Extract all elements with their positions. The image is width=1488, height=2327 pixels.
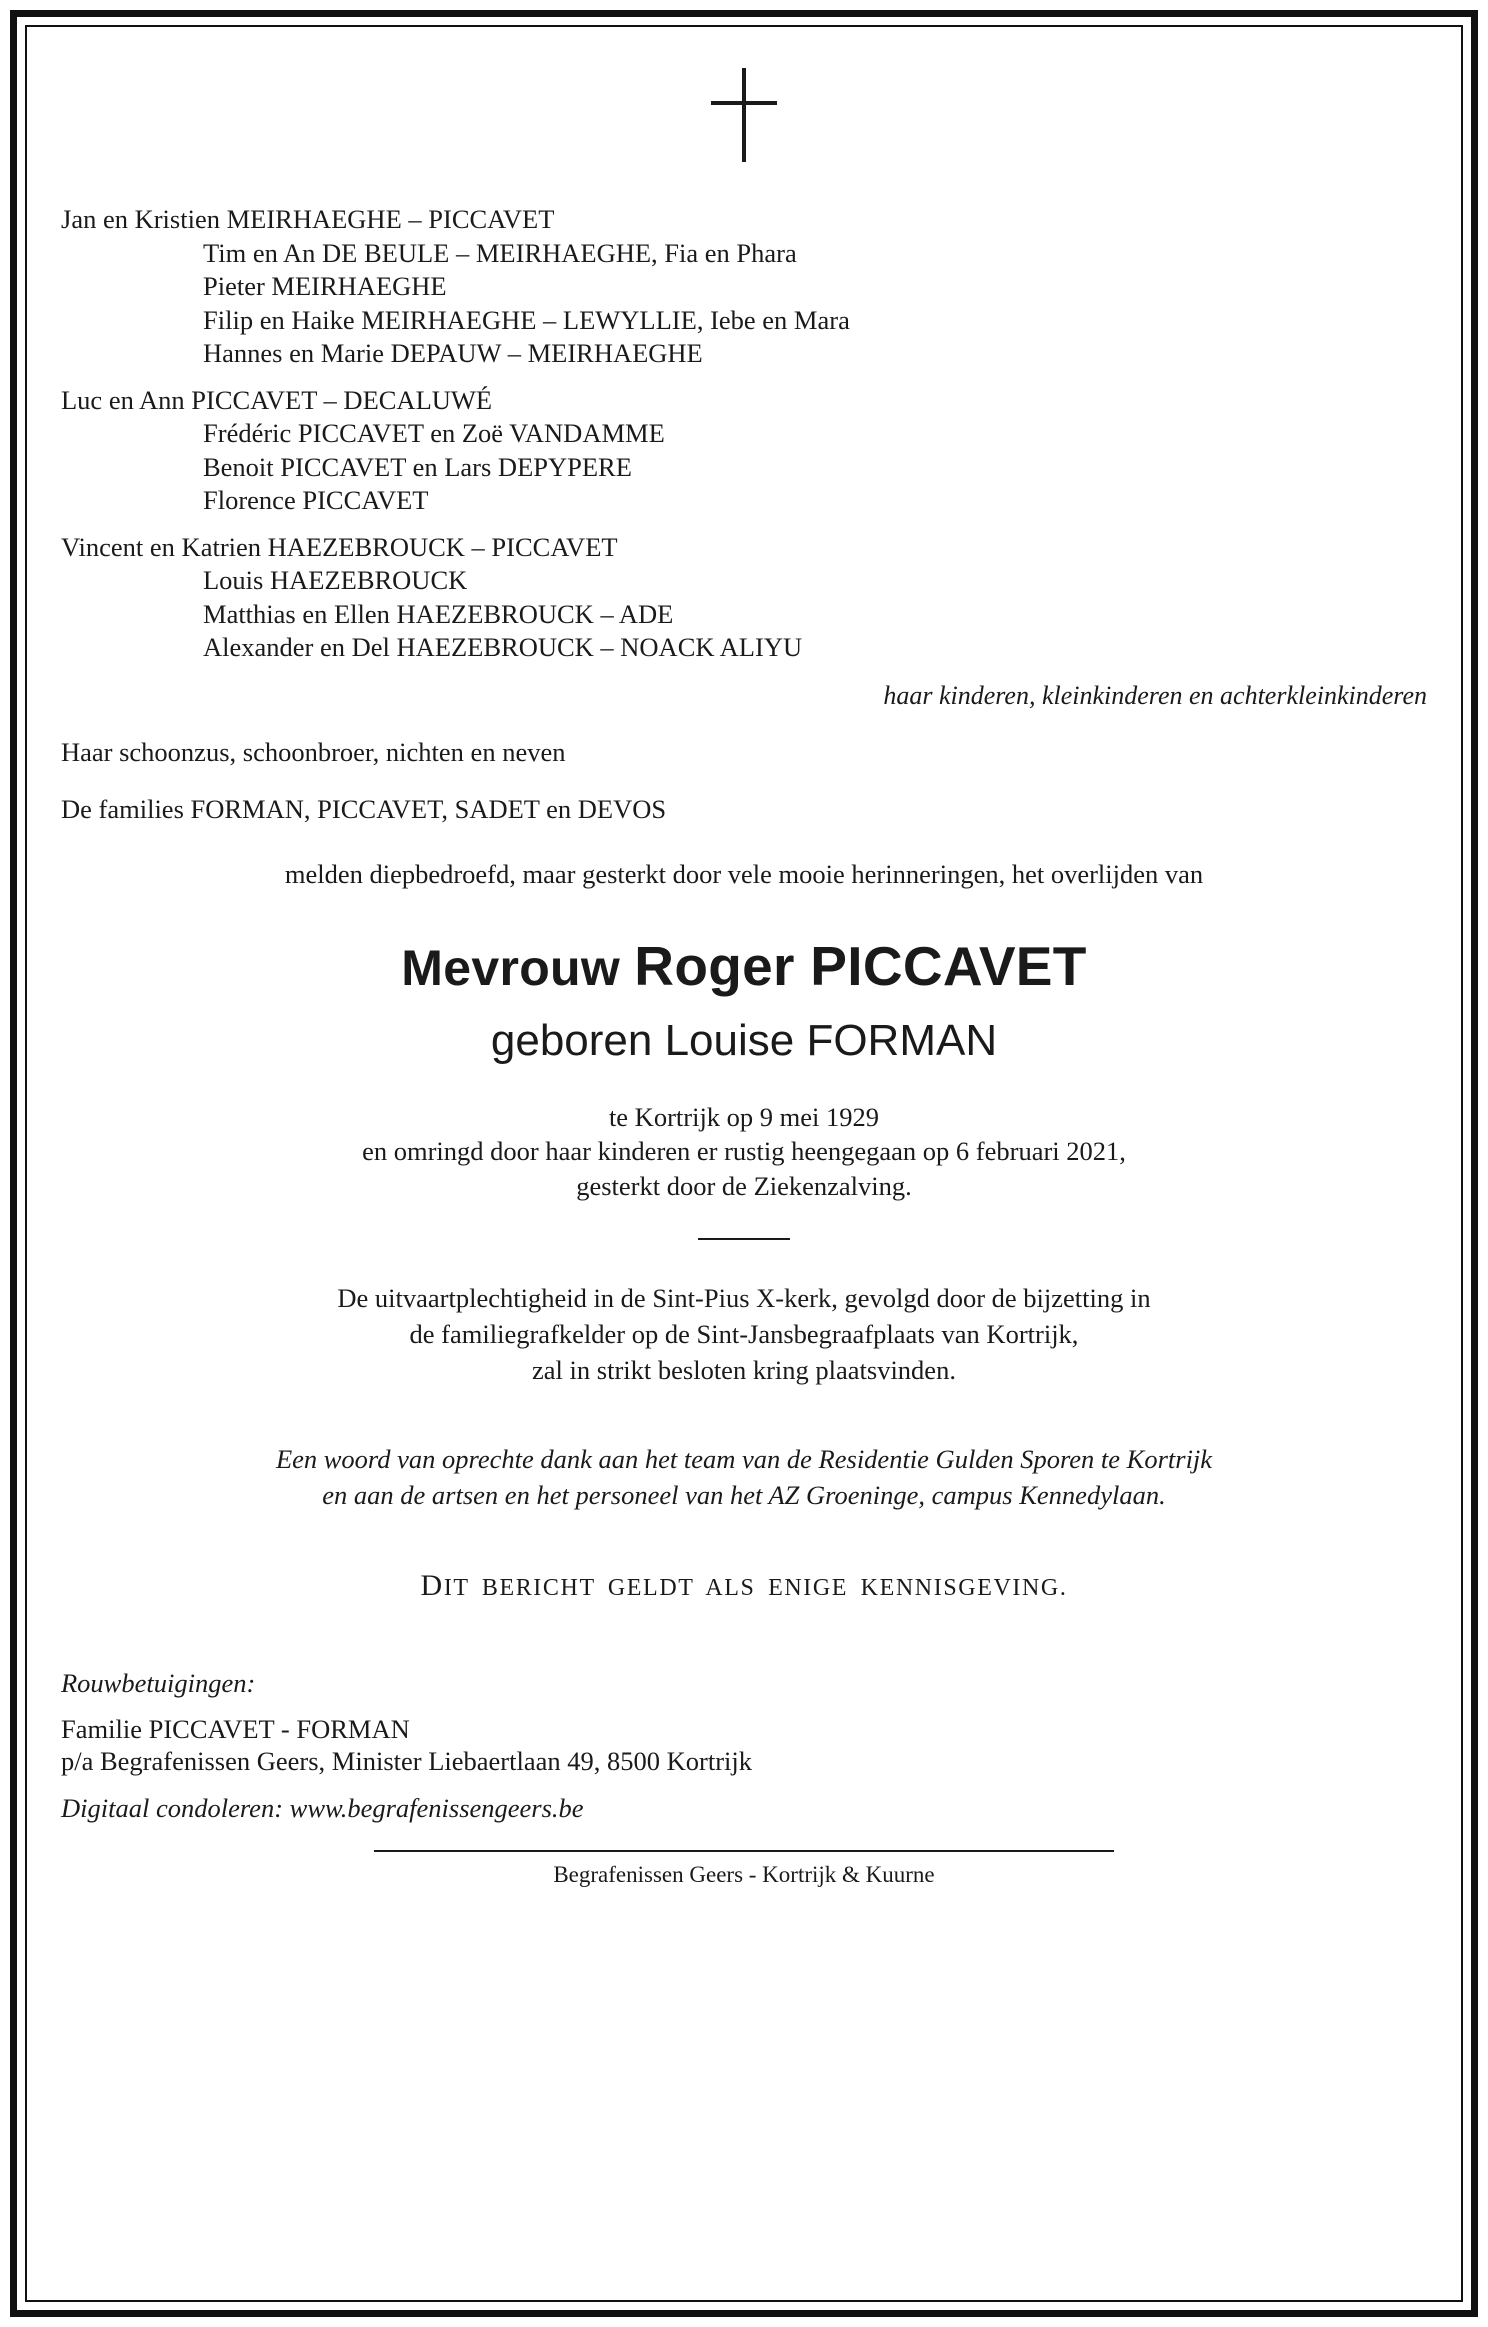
- title-prefix: Mevrouw: [401, 939, 621, 996]
- digital-condolences-line: Digitaal condoleren: www.begrafenissengeers.be: [61, 1792, 584, 1823]
- deceased-name: Roger PICCAVET: [634, 934, 1087, 997]
- deceased-maiden-name: geboren Louise FORMAN: [490, 1015, 998, 1065]
- condolences-block: [55, 1667, 1433, 1824]
- funeral-home-imprint: Begrafenissen Geers - Kortrijk & Kuurne: [553, 1861, 935, 1887]
- family-group: [55, 384, 1433, 515]
- page-content: [55, 40, 1433, 2287]
- family-children-list: [55, 567, 1433, 661]
- cross-horizontal-bar: [711, 101, 777, 105]
- ceremony-line: zal in strikt besloten kring plaatsvinden.: [532, 1355, 956, 1386]
- descendants-note: haar kinderen, kleinkinderen en achterkleinkinderen: [883, 680, 1427, 710]
- family-group: [55, 531, 1433, 662]
- condolences-heading: Rouwbetuigingen:: [61, 1667, 256, 1698]
- footer-divider: [374, 1850, 1114, 1852]
- family-child-line: Benoit PICCAVET en Lars DEPYPERE: [203, 451, 632, 482]
- spacer: [61, 1778, 1433, 1792]
- cross-vertical-bar: [742, 68, 746, 162]
- thanks-line: Een woord van oprechte dank aan het team van de Residentie Gulden Sporen te Kortrijk: [275, 1443, 1213, 1474]
- ceremony-details: [55, 1280, 1433, 1388]
- thanks-line: en aan de artsen en het personeel van het AZ Groeninge, campus Kennedylaan.: [322, 1479, 1166, 1510]
- family-child-line: Frédéric PICCAVET en Zoë VANDAMME: [203, 418, 665, 448]
- family-child-line: Tim en An DE BEULE – MEIRHAEGHE, Fia en Phara: [203, 237, 797, 268]
- life-dates: [55, 1100, 1433, 1205]
- notice-text: IT BERICHT GELDT ALS ENIGE KENNISGEVING.: [443, 1574, 1068, 1601]
- family-listing: [55, 206, 1433, 661]
- family-child-line: Louis HAEZEBROUCK: [203, 565, 468, 595]
- short-divider: [698, 1238, 790, 1240]
- death-line: en omringd door haar kinderen er rustig heengegaan op 6 februari 2021,: [362, 1136, 1126, 1167]
- family-parent-line: Jan en Kristien MEIRHAEGHE – PICCAVET: [61, 204, 555, 234]
- in-laws-line: Haar schoonzus, schoonbroer, nichten en neven: [61, 736, 566, 767]
- cross-container: [55, 40, 1433, 206]
- thanks-message: [55, 1441, 1433, 1513]
- single-notice-statement: [55, 1569, 1433, 1603]
- condolences-family: Familie PICCAVET - FORMAN: [61, 1713, 410, 1744]
- family-parent-line: Luc en Ann PICCAVET – DECALUWÉ: [61, 384, 493, 415]
- ceremony-line: De uitvaartplechtigheid in de Sint-Pius X-kerk, gevolgd door de bijzetting in: [337, 1283, 1151, 1314]
- family-children-list: [55, 420, 1433, 514]
- family-children-list: [55, 237, 1433, 368]
- latin-cross-icon: [711, 68, 777, 162]
- family-group: [55, 206, 1433, 367]
- birth-line: te Kortrijk op 9 mei 1929: [608, 1101, 880, 1132]
- sacrament-line: gesterkt door de Ziekenzalving.: [576, 1171, 912, 1202]
- spacer: [61, 1699, 1433, 1713]
- family-child-line: Pieter MEIRHAEGHE: [203, 271, 447, 301]
- family-child-line: Florence PICCAVET: [203, 485, 429, 515]
- condolences-address: p/a Begrafenissen Geers, Minister Liebaertlaan 49, 8500 Kortrijk: [61, 1746, 752, 1777]
- families-line: De families FORMAN, PICCAVET, SADET en DEVOS: [61, 793, 667, 824]
- family-parent-line: Vincent en Katrien HAEZEBROUCK – PICCAVET: [61, 531, 618, 562]
- notice-initial: D: [420, 1568, 444, 1602]
- family-child-line: Matthias en Ellen HAEZEBROUCK – ADE: [203, 598, 674, 629]
- announcement-intro: melden diepbedroefd, maar gesterkt door vele mooie herinneringen, het overlijden van: [284, 858, 1204, 889]
- family-child-line: Alexander en Del HAEZEBROUCK – NOACK ALIYU: [203, 632, 803, 662]
- family-child-line: Hannes en Marie DEPAUW – MEIRHAEGHE: [203, 338, 703, 368]
- ceremony-line: de familiegrafkelder op de Sint-Jansbegraafplaats van Kortrijk,: [409, 1319, 1079, 1350]
- family-child-line: Filip en Haike MEIRHAEGHE – LEWYLLIE, Iebe en Mara: [203, 304, 850, 335]
- deceased-title-line: [55, 934, 1433, 998]
